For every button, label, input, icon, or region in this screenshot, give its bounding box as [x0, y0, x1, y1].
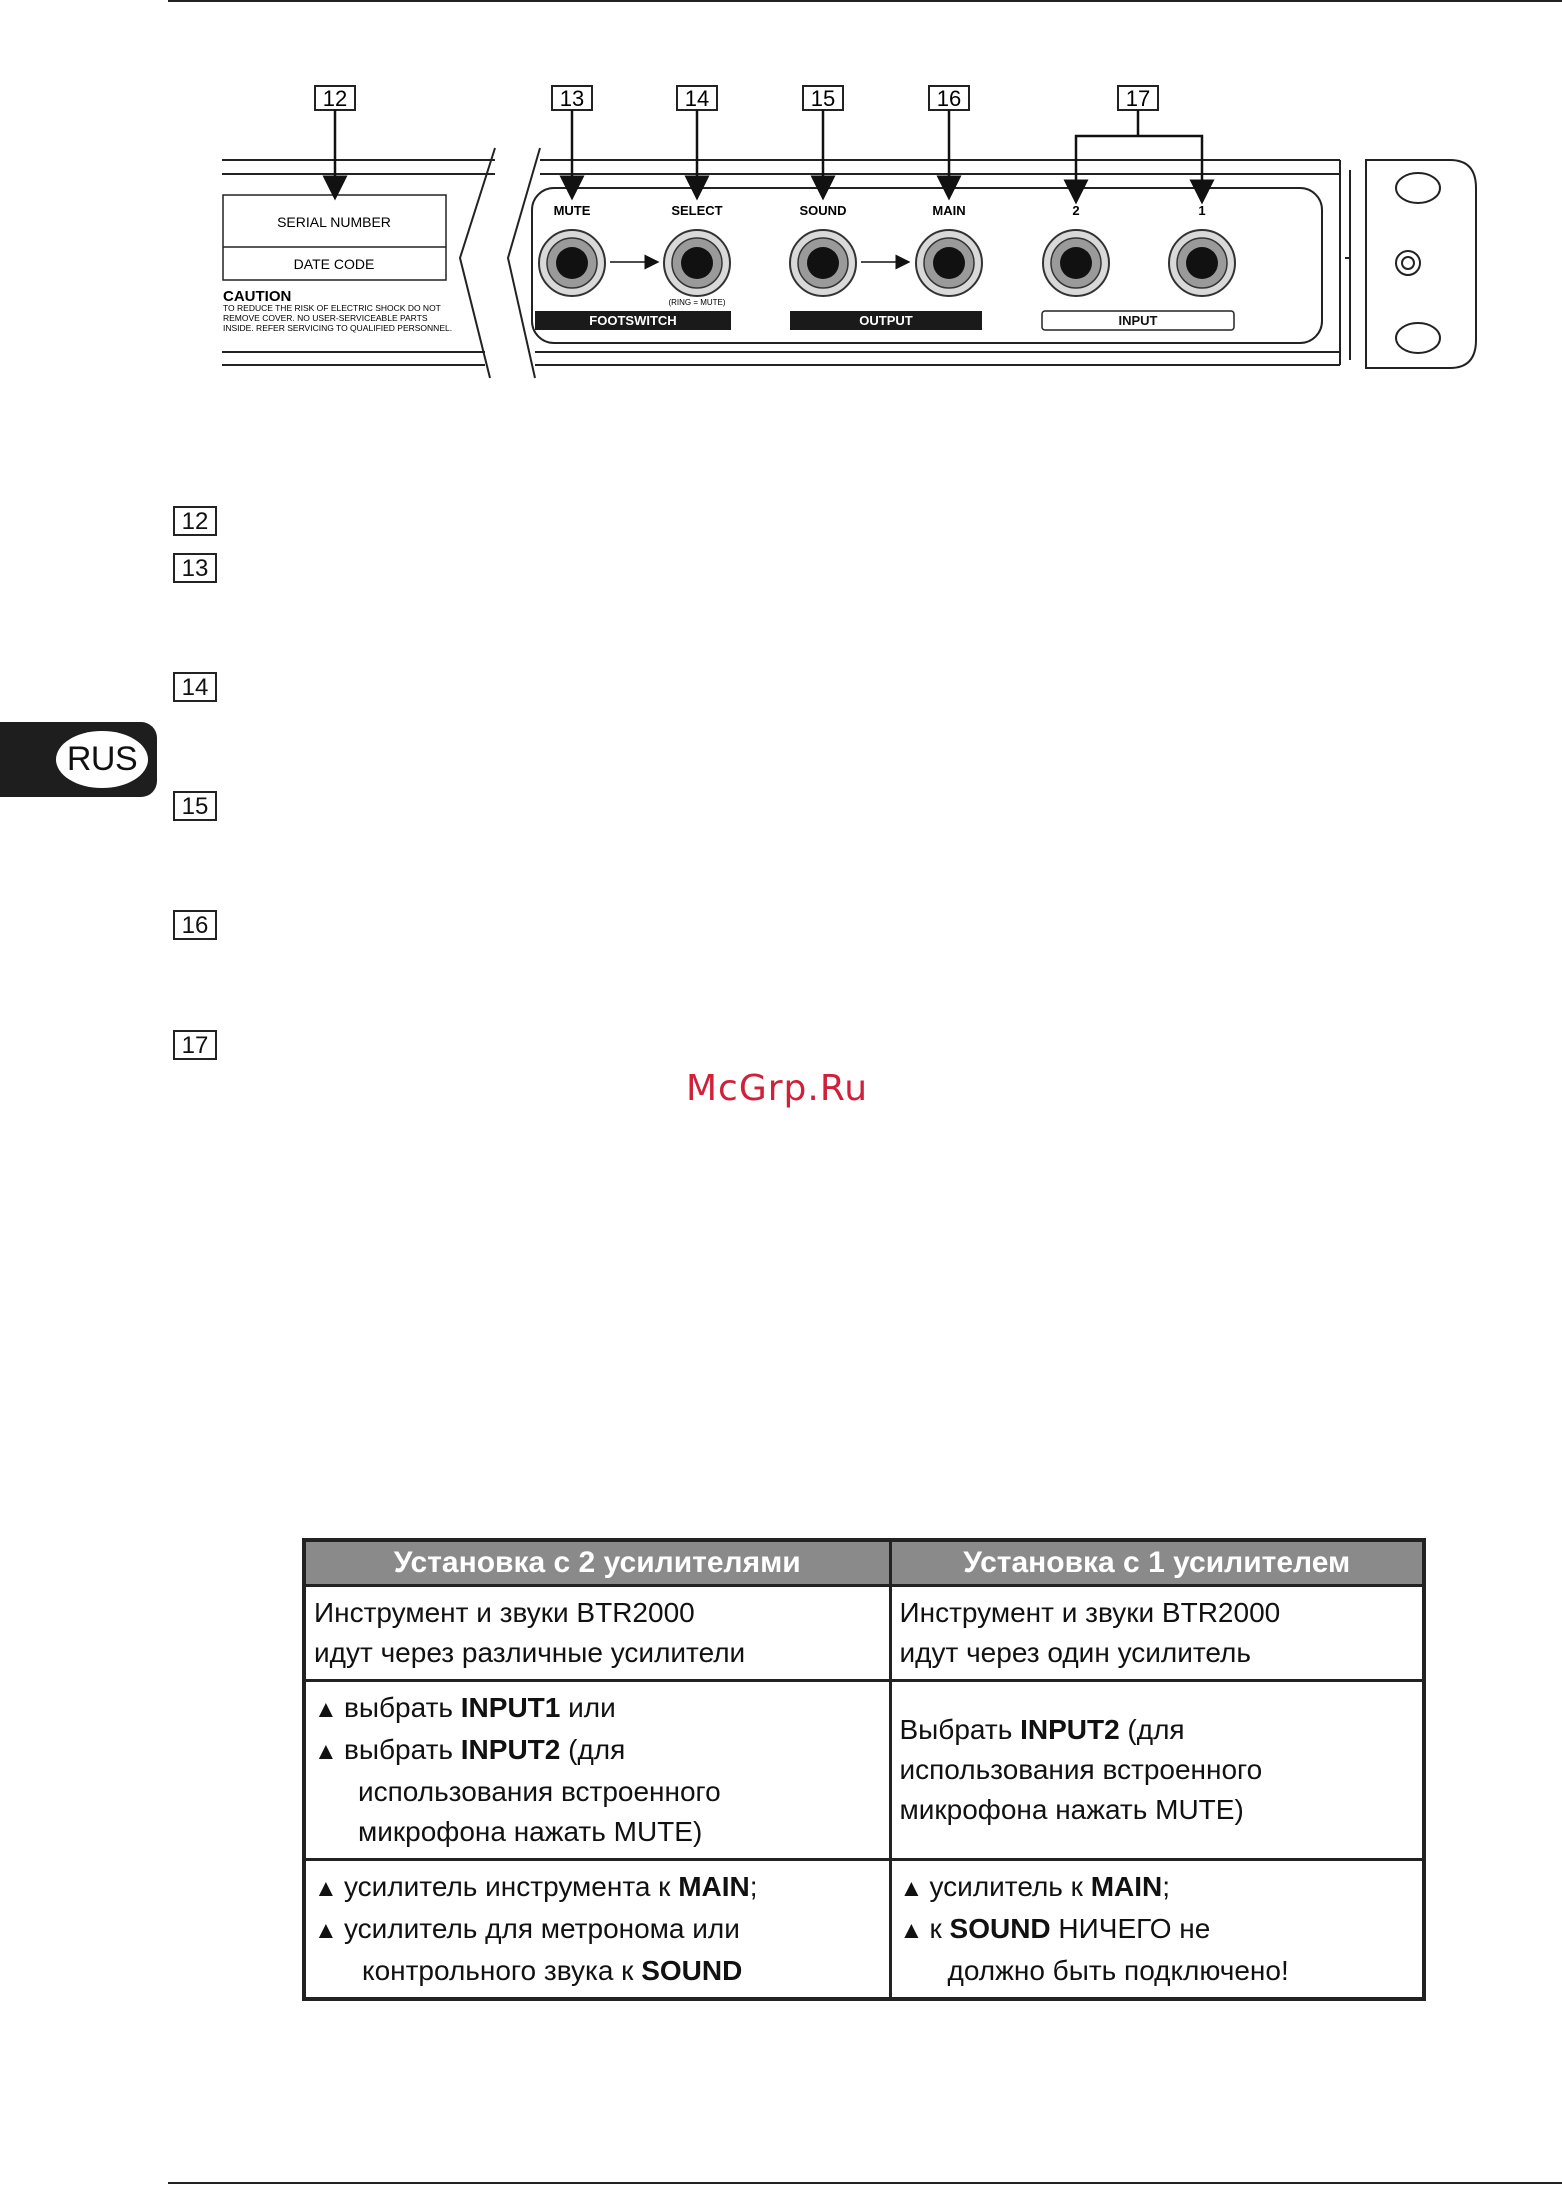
language-tab — [0, 722, 157, 797]
header-one-amp: Установка с 1 усилителем — [890, 1540, 1424, 1586]
cell-two-amps-input: ▲ выбрать INPUT1 или ▲ выбрать INPUT2 (для использования встроенного микрофона нажать MUTE) — [304, 1681, 890, 1860]
cell-one-amp-connections: ▲ усилитель к MAIN; ▲ к SOUND НИЧЕГО не должно быть подключено! — [890, 1860, 1424, 2000]
rear-panel-diagram — [0, 0, 1562, 420]
callout-12: 12 — [322, 86, 348, 111]
bullet-triangle-icon: ▲ — [314, 1738, 338, 1765]
cell-one-amp-input: Выбрать INPUT2 (для использования встроенного микрофона нажать MUTE) — [890, 1681, 1424, 1860]
item-number-16: 16 — [173, 910, 217, 940]
caution-line-2: REMOVE COVER. NO USER-SERVICEABLE PARTS — [223, 313, 428, 323]
bullet-triangle-icon: ▲ — [899, 1875, 924, 1902]
callout-17: 17 — [1125, 86, 1151, 111]
jack-input-2-icon — [1043, 230, 1109, 296]
item-number-14: 14 — [173, 672, 217, 702]
cell-one-amp-description: Инструмент и звуки BTR2000 идут через один усилитель — [890, 1586, 1424, 1681]
item-number-17: 17 — [173, 1030, 217, 1060]
bullet-triangle-icon: ▲ — [899, 1917, 924, 1944]
setup-comparison-table — [302, 1538, 1426, 2001]
bullet-triangle-icon: ▲ — [314, 1875, 338, 1902]
group-label-output: OUTPUT — [859, 313, 913, 328]
table-row — [304, 1681, 1424, 1860]
cell-two-amps-connections: ▲ усилитель инструмента к MAIN; ▲ усилитель для метронома или контрольного звука к SOUND — [304, 1860, 890, 2000]
language-label: RUS — [56, 731, 148, 788]
bullet-triangle-icon: ▲ — [314, 1917, 338, 1944]
table-row — [304, 1860, 1424, 2000]
table-row — [304, 1586, 1424, 1681]
jack-label-sound: SOUND — [799, 203, 847, 218]
item-number-15: 15 — [173, 791, 217, 821]
watermark-text[interactable]: McGrp.Ru — [686, 1068, 869, 1109]
group-label-input: INPUT — [1118, 313, 1158, 328]
caution-line-3: INSIDE. REFER SERVICING TO QUALIFIED PERSONNEL. — [223, 323, 453, 333]
serial-number-label: SERIAL NUMBER — [277, 214, 391, 230]
callout-15: 15 — [810, 86, 836, 111]
callout-14: 14 — [684, 86, 710, 111]
bullet-triangle-icon: ▲ — [314, 1696, 338, 1723]
table-header-row — [304, 1540, 1424, 1586]
jack-sound-icon — [790, 230, 856, 296]
jack-label-input-1: 1 — [1198, 203, 1206, 218]
panel-outline-right — [508, 148, 1476, 378]
callout-arrows — [335, 110, 1202, 192]
header-two-amps: Установка с 2 усилителями — [304, 1540, 890, 1586]
date-code-label: DATE CODE — [293, 256, 375, 272]
callout-16: 16 — [936, 86, 962, 111]
jack-label-main: MAIN — [932, 203, 966, 218]
jack-main-icon — [916, 230, 982, 296]
bottom-rule — [168, 2182, 1562, 2184]
group-label-footswitch: FOOTSWITCH — [589, 313, 677, 328]
jack-select-icon — [664, 230, 730, 296]
jack-sockets — [539, 230, 1235, 296]
item-number-12: 12 — [173, 506, 217, 536]
cell-two-amps-description: Инструмент и звуки BTR2000 идут через различные усилители — [304, 1586, 890, 1681]
jack-label-select: SELECT — [671, 203, 723, 218]
caution-line-1: TO REDUCE THE RISK OF ELECTRIC SHOCK DO NOT — [223, 303, 441, 313]
jack-label-input-2: 2 — [1072, 203, 1080, 218]
callout-13: 13 — [559, 86, 585, 111]
select-ring-note: (RING = MUTE) — [668, 298, 726, 307]
jack-input-1-icon — [1169, 230, 1235, 296]
jack-mute-icon — [539, 230, 605, 296]
caution-title: CAUTION — [223, 288, 292, 305]
item-number-13: 13 — [173, 553, 217, 583]
jack-label-mute: MUTE — [553, 203, 591, 218]
